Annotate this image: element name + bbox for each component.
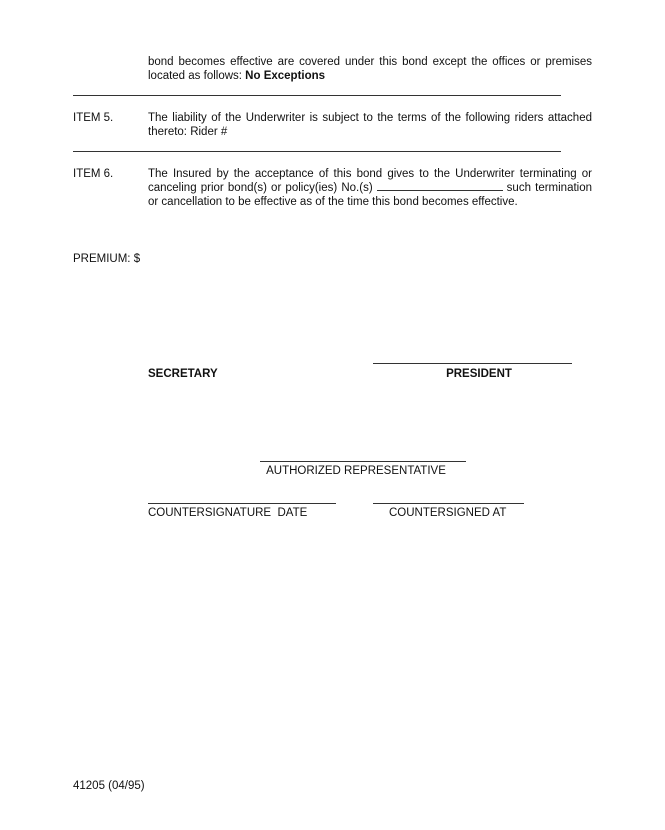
- item6-label: ITEM 6.: [73, 168, 114, 180]
- item6-text-after: such termination or cancellation to be effective as of the time this bond becomes effective.: [148, 182, 593, 208]
- item6-text-before: The Insured by the acceptance of this bond gives to the Underwriter terminating or canceling prior bond(s) or policy(ies) No.(s): [148, 168, 592, 194]
- item6-text: [148, 167, 592, 209]
- countersignature-date-label: COUNTERSIGNATURE DATE: [148, 507, 308, 519]
- policy-number-blank: [377, 181, 503, 191]
- divider-rule: [73, 95, 561, 96]
- item5-text: The liability of the Underwriter is subject to the terms of the following riders attached thereto: Rider #: [148, 112, 592, 138]
- president-signature-line: [373, 363, 572, 364]
- opening-paragraph: [148, 55, 592, 83]
- no-exceptions-text: No Exceptions: [245, 70, 326, 82]
- item5-label: ITEM 5.: [73, 112, 114, 124]
- divider-rule: [73, 151, 561, 152]
- authorized-representative-label: AUTHORIZED REPRESENTATIVE: [266, 465, 446, 477]
- premium-label: PREMIUM: $: [73, 253, 141, 265]
- form-number: 41205 (04/95): [73, 780, 145, 792]
- secretary-label: SECRETARY: [148, 368, 218, 380]
- authorized-signature-line: [260, 461, 466, 462]
- opening-text: bond becomes effective are covered under this bond except the offices or premises located as follows:: [148, 56, 592, 82]
- countersigned-at-line: [373, 503, 524, 504]
- countersigned-at-label: COUNTERSIGNED AT: [389, 507, 507, 519]
- president-label: PRESIDENT: [446, 368, 512, 380]
- countersignature-date-line: [148, 503, 336, 504]
